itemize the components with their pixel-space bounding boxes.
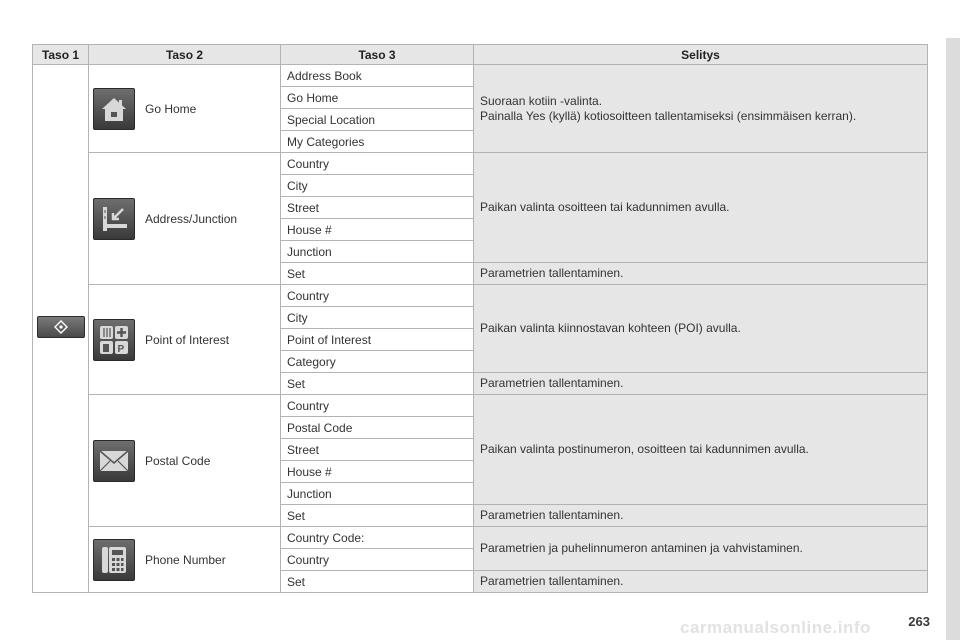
navigation-button-icon — [37, 316, 85, 338]
level3-item: Country Code: — [281, 527, 474, 549]
svg-text:P: P — [117, 343, 125, 355]
level3-item: Country — [281, 395, 474, 417]
junction-icon — [93, 198, 135, 240]
level3-item: Address Book — [281, 65, 474, 87]
level3-item: Country — [281, 549, 474, 571]
level2-phone-number — [89, 527, 281, 593]
description-address: Paikan valinta osoitteen tai kadunnimen avulla. — [474, 153, 928, 263]
level2-label: Point of Interest — [145, 332, 230, 347]
level3-item: City — [281, 307, 474, 329]
home-icon — [93, 88, 135, 130]
description-set: Parametrien tallentaminen. — [474, 505, 928, 527]
level2-point-of-interest — [89, 285, 281, 395]
watermark: carmanualsonline.info — [680, 618, 871, 637]
description-line: Suoraan kotiin -valinta. — [480, 93, 603, 108]
header-description: Selitys — [474, 45, 928, 65]
level2-go-home — [89, 65, 281, 153]
level3-item: Junction — [281, 241, 474, 263]
level2-label: Go Home — [145, 101, 197, 116]
level2-address-junction — [89, 153, 281, 285]
table-row — [33, 285, 928, 307]
page-side-strip — [946, 38, 960, 640]
description-go-home — [474, 65, 928, 153]
description-set: Parametrien tallentaminen. — [474, 571, 928, 593]
table-row — [33, 65, 928, 87]
level3-set: Set — [281, 373, 474, 395]
header-level3: Taso 3 — [281, 45, 474, 65]
table-row — [33, 527, 928, 549]
level3-set: Set — [281, 571, 474, 593]
level3-item: Point of Interest — [281, 329, 474, 351]
level3-item: House # — [281, 461, 474, 483]
header-row — [33, 45, 928, 65]
level3-item: House # — [281, 219, 474, 241]
description-set: Parametrien tallentaminen. — [474, 373, 928, 395]
level3-item: Category — [281, 351, 474, 373]
header-level1: Taso 1 — [33, 45, 89, 65]
level3-item: Go Home — [281, 87, 474, 109]
poi-icon — [93, 319, 135, 361]
level3-item: City — [281, 175, 474, 197]
description-set: Parametrien tallentaminen. — [474, 263, 928, 285]
description-poi: Paikan valinta kiinnostavan kohteen (POI) avulla. — [474, 285, 928, 373]
description-phone: Parametrien ja puhelinnumeron antaminen ja vahvistaminen. — [474, 527, 928, 571]
header-level2: Taso 2 — [89, 45, 281, 65]
level1-cell — [33, 65, 89, 593]
level3-item: Country — [281, 285, 474, 307]
description-line: Painalla Yes (kyllä) kotiosoitteen tallentamiseksi (ensimmäisen kerran). — [480, 108, 857, 123]
level3-item: Junction — [281, 483, 474, 505]
level3-set: Set — [281, 263, 474, 285]
level3-item: Special Location — [281, 109, 474, 131]
table-row — [33, 153, 928, 175]
level3-item: Postal Code — [281, 417, 474, 439]
level3-item: My Categories — [281, 131, 474, 153]
envelope-icon — [93, 440, 135, 482]
level3-item: Country — [281, 153, 474, 175]
level2-label: Phone Number — [145, 552, 226, 567]
phone-icon — [93, 539, 135, 581]
level2-label: Address/Junction — [145, 211, 238, 226]
level2-label: Postal Code — [145, 453, 211, 468]
level3-set: Set — [281, 505, 474, 527]
table-row — [33, 395, 928, 417]
description-postal: Paikan valinta postinumeron, osoitteen tai kadunnimen avulla. — [474, 395, 928, 505]
level2-postal-code — [89, 395, 281, 527]
page-number: 263 — [908, 614, 930, 629]
menu-table — [32, 44, 928, 593]
level3-item: Street — [281, 439, 474, 461]
level3-item: Street — [281, 197, 474, 219]
